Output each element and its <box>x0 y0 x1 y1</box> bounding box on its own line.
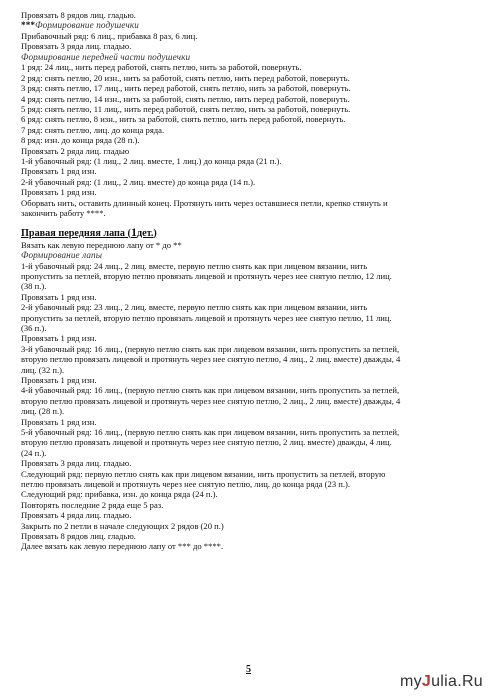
text-line: 6 ряд: снять петлю, 8 изн., нить за работой, снять петлю, нить перед работой, повернуть. <box>21 114 346 125</box>
text-line: вторую петлю провязать лицевой и протянуть через нее снятую петлю, 2 лиц., 2 лиц. вместе) дважды, 4 <box>21 395 401 406</box>
text-line: 1-й убавочный ряд: (1 лиц., 2 лиц. вместе, 1 лиц.) до конца ряда (21 п.). <box>21 156 282 167</box>
text-line: 5 ряд: снять петлю, 11 лиц., нить перед работой, снять петлю, нить за работой, повернуть. <box>21 104 351 115</box>
text-line: 1-й убавочный ряд: 24 лиц., 2 лиц. вместе, первую петлю снять как при лицевом вязании, нить <box>21 260 368 271</box>
text-line: 8 ряд: изн. до конца ряда (28 п.). <box>21 135 140 146</box>
page-number: 5 <box>246 664 251 675</box>
pad-shaping-lines <box>21 31 476 52</box>
text-line: (24 п.). <box>21 447 47 458</box>
text-line: 2 ряд: снять петлю, 20 изн., нить за работой, снять петлю, нить перед работой, повернуть. <box>21 72 350 83</box>
document-page <box>21 10 476 675</box>
right-front-paw-heading <box>21 226 476 240</box>
text-line: Провязать 1 ряд изн. <box>21 166 97 177</box>
text-line: 3-й убавочный ряд: 16 лиц., (первую петлю снять как при лицевом вязании, нить пропустить за петлей, <box>21 343 400 354</box>
text-line: лиц. (28 п.). <box>21 406 65 417</box>
text-line: 5-й убавочный ряд: 16 лиц., (первую петлю снять как при лицевом вязании, нить пропустить за петлей, <box>21 427 400 437</box>
watermark-post: ulia.Ru <box>431 673 483 690</box>
text-line: 4 ряд: снять петлю, 14 изн., нить за работой, снять петлю, нить перед работой, повернуть. <box>21 93 350 104</box>
text-line: 4-й убавочный ряд: 16 лиц., (первую петлю снять как при лицевом вязании, нить пропустить за петлей, <box>21 385 400 396</box>
heading-tail: дет.) <box>136 227 157 239</box>
text-line: Далее вязать как левую переднюю лапу от *** до ****. <box>21 541 224 552</box>
section-title-pad-shaping <box>21 20 476 31</box>
section-title-text: Формирование подушечки <box>35 20 139 31</box>
text-line: Провязать 1 ряд изн. <box>21 416 97 427</box>
section-stars: *** <box>21 20 36 31</box>
text-line: Провязать 1 ряд изн. <box>21 291 97 302</box>
text-line: Провязать 4 ряда лиц. гладью. <box>21 510 132 521</box>
text-line: петлю провязать лицевой и протянуть через нее снятую петлю, лиц. до конца ряда (23 п.). <box>21 479 351 490</box>
text-line: Провязать 1 ряд изн. <box>21 187 97 198</box>
text-line: 7 ряд: снять петлю, лиц. до конца ряда. <box>21 124 165 135</box>
text-line: 3 ряд: снять петлю, 17 лиц., нить перед работой, снять петлю, нить за работой, повернуть. <box>21 83 351 94</box>
text-line: пропустить за петлей, вторую петлю провязать лицевой и протянуть через нее снятую петлю, 12 лиц. <box>21 270 392 281</box>
section-title-front-pad: Формирование передней части подушечки <box>21 51 191 62</box>
text-line: Следующий ряд: первую петлю снять как при лицевом вязании, нить пропустить за петлей, вторую <box>21 468 386 479</box>
text-line: Оборвать нить, оставить длинный конец. Протянуть нить через оставшиеся петли, крепко стянуть и <box>21 197 388 208</box>
text-line: Вязать как левую переднюю лапу от * до ** <box>21 239 182 250</box>
text-line: Прибавочный ряд: 6 лиц., прибавка 8 раз, 6 лиц. <box>21 31 198 41</box>
watermark-logo <box>400 673 483 691</box>
text-line: 2-й убавочный ряд: 23 лиц., 2 лиц. вместе, первую петлю снять как при лицевом вязании, нить <box>21 302 368 313</box>
heading-text: Правая передняя лапа ( <box>21 227 131 239</box>
text-line: Провязать 8 рядов лиц. гладью. <box>21 531 136 542</box>
text-line: Закрыть по 2 петли в начале следующих 2 рядов (20 п.) <box>21 520 224 531</box>
text-line: вторую петлю провязать лицевой и протянуть через нее снятую петлю, 2 лиц. вместе) дважды, 4 лиц. <box>21 437 392 448</box>
text-line: Провязать 2 ряда лиц. гладью <box>21 145 130 156</box>
text-line: Провязать 3 ряда лиц. гладью. <box>21 41 132 52</box>
text-line: Повторять последние 2 ряда еще 5 раз. <box>21 499 164 510</box>
text-line: закончить работу ****. <box>21 208 106 219</box>
text-line: Провязать 1 ряд изн. <box>21 374 97 385</box>
watermark-brand: J <box>421 673 432 690</box>
text-line: пропустить за петлей, вторую петлю провязать лицевой и протянуть через нее снятую петлю, 11 лиц. <box>21 312 392 323</box>
text-line: Провязать 1 ряд изн. <box>21 333 97 344</box>
heading-number: 1 <box>130 224 137 239</box>
text-line: Следующий ряд: прибавка, изн. до конца ряда (24 п.). <box>21 489 218 500</box>
text-line: (38 п.). <box>21 281 47 292</box>
text-line: 1 ряд: 24 лиц., нить перед работой, снять петлю, нить за работой, повернуть. <box>21 62 302 73</box>
watermark-pre: my <box>399 673 422 690</box>
paw-shaping-lines <box>21 261 476 552</box>
text-line: Провязать 8 рядов лиц. гладью. <box>21 10 136 20</box>
intro-lines <box>21 10 476 20</box>
text-line: Провязать 3 ряда лиц. гладью. <box>21 458 132 469</box>
section-title-paw-shaping: Формирование лапы <box>21 249 103 260</box>
heading-subtext <box>21 240 476 250</box>
text-line: 2-й убавочный ряд: (1 лиц., 2 лиц. вместе) до конца ряда (14 п.). <box>21 176 256 187</box>
text-line: (36 п.). <box>21 322 47 333</box>
text-line: лиц. (32 п.). <box>21 364 65 375</box>
text-line: вторую петлю провязать лицевой и протянуть через нее снятую петлю, 4 лиц., 2 лиц. вместе) дважды, 4 <box>21 354 401 365</box>
front-pad-lines <box>21 62 476 218</box>
